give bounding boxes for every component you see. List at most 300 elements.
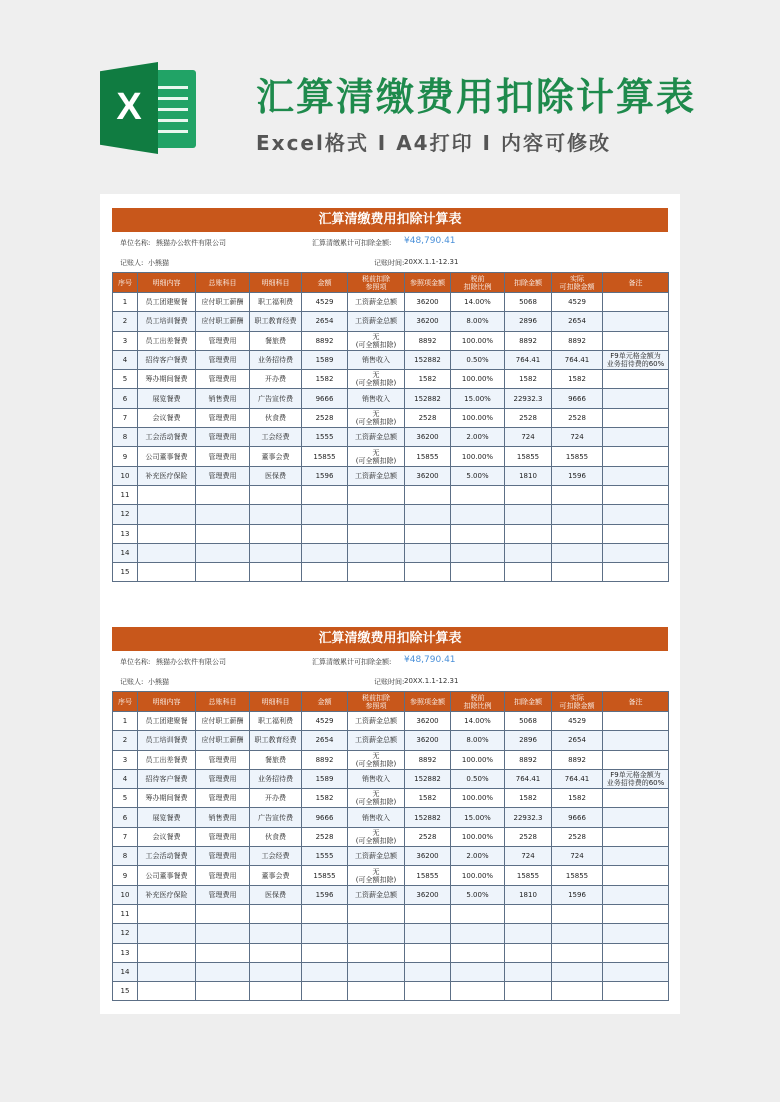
table-cell[interactable] xyxy=(603,731,669,750)
table-cell[interactable] xyxy=(603,505,669,524)
table-cell[interactable]: 2654 xyxy=(552,312,603,331)
table-cell[interactable] xyxy=(138,943,196,962)
table-cell[interactable]: 1 xyxy=(113,712,138,731)
table-cell[interactable]: 招待客户餐费 xyxy=(138,350,196,369)
table-cell[interactable]: 4529 xyxy=(302,712,348,731)
table-cell[interactable]: 管理费用 xyxy=(196,789,250,808)
table-cell[interactable] xyxy=(603,485,669,504)
table-cell[interactable]: 36200 xyxy=(405,312,451,331)
table-cell[interactable]: 11 xyxy=(113,485,138,504)
table-cell[interactable] xyxy=(603,789,669,808)
table-cell[interactable] xyxy=(505,924,552,943)
table-cell[interactable] xyxy=(603,904,669,923)
table-cell[interactable] xyxy=(250,505,302,524)
table-cell[interactable]: 100.00% xyxy=(451,408,505,427)
table-cell[interactable]: 无 (可全额扣除) xyxy=(348,789,405,808)
table-cell[interactable]: 应付职工薪酬 xyxy=(196,312,250,331)
table-cell[interactable]: 15855 xyxy=(552,447,603,466)
table-cell[interactable]: 100.00% xyxy=(451,789,505,808)
table-cell[interactable] xyxy=(196,924,250,943)
table-cell[interactable]: 开办费 xyxy=(250,789,302,808)
table-cell[interactable]: 管理费用 xyxy=(196,769,250,788)
table-cell[interactable]: 职工教育经费 xyxy=(250,731,302,750)
table-cell[interactable]: 5 xyxy=(113,370,138,389)
table-cell[interactable] xyxy=(451,904,505,923)
table-cell[interactable]: 应付职工薪酬 xyxy=(196,712,250,731)
table-cell[interactable]: 8 xyxy=(113,428,138,447)
table-cell[interactable]: 2654 xyxy=(302,312,348,331)
table-cell[interactable]: 医保费 xyxy=(250,466,302,485)
table-cell[interactable]: 12 xyxy=(113,505,138,524)
table-cell[interactable] xyxy=(451,924,505,943)
table-cell[interactable] xyxy=(302,904,348,923)
table-cell[interactable]: 1589 xyxy=(302,350,348,369)
table-cell[interactable]: 管理费用 xyxy=(196,447,250,466)
table-cell[interactable]: 100.00% xyxy=(451,866,505,885)
table-cell[interactable] xyxy=(505,962,552,981)
table-cell[interactable]: 8 xyxy=(113,847,138,866)
table-cell[interactable]: 筹办期间餐费 xyxy=(138,370,196,389)
table-cell[interactable]: 36200 xyxy=(405,293,451,312)
table-cell[interactable] xyxy=(138,543,196,562)
table-cell[interactable]: 2528 xyxy=(302,827,348,846)
table-cell[interactable] xyxy=(405,543,451,562)
table-cell[interactable]: 医保费 xyxy=(250,885,302,904)
table-cell[interactable]: 2654 xyxy=(302,731,348,750)
table-cell[interactable] xyxy=(505,982,552,1001)
table-cell[interactable] xyxy=(138,924,196,943)
table-cell[interactable]: 销售收入 xyxy=(348,350,405,369)
table-cell[interactable]: 2.00% xyxy=(451,428,505,447)
table-cell[interactable] xyxy=(250,943,302,962)
table-cell[interactable]: 764.41 xyxy=(505,350,552,369)
table-cell[interactable] xyxy=(138,904,196,923)
table-cell[interactable] xyxy=(603,943,669,962)
table-cell[interactable]: 销售收入 xyxy=(348,808,405,827)
table-cell[interactable] xyxy=(348,563,405,582)
table-cell[interactable]: 董事会费 xyxy=(250,447,302,466)
table-cell[interactable] xyxy=(451,943,505,962)
table-cell[interactable] xyxy=(196,543,250,562)
table-cell[interactable] xyxy=(603,866,669,885)
table-cell[interactable] xyxy=(451,563,505,582)
table-cell[interactable] xyxy=(348,982,405,1001)
table-cell[interactable]: 2896 xyxy=(505,312,552,331)
table-cell[interactable] xyxy=(302,543,348,562)
table-cell[interactable]: 22932.3 xyxy=(505,389,552,408)
table-cell[interactable]: 广告宣传费 xyxy=(250,389,302,408)
table-cell[interactable]: 销售收入 xyxy=(348,389,405,408)
table-cell[interactable]: 4529 xyxy=(552,712,603,731)
table-cell[interactable]: 工资薪金总额 xyxy=(348,885,405,904)
table-cell[interactable] xyxy=(603,885,669,904)
table-cell[interactable]: 764.41 xyxy=(552,769,603,788)
table-cell[interactable] xyxy=(405,962,451,981)
table-cell[interactable]: 36200 xyxy=(405,428,451,447)
table-cell[interactable]: 9666 xyxy=(302,389,348,408)
table-cell[interactable]: 15.00% xyxy=(451,808,505,827)
table-cell[interactable]: 7 xyxy=(113,827,138,846)
table-cell[interactable]: 筹办期间餐费 xyxy=(138,789,196,808)
table-cell[interactable] xyxy=(405,982,451,1001)
table-cell[interactable] xyxy=(348,904,405,923)
table-cell[interactable]: 1582 xyxy=(505,789,552,808)
table-cell[interactable] xyxy=(250,924,302,943)
table-cell[interactable]: 广告宣传费 xyxy=(250,808,302,827)
table-cell[interactable]: 无 (可全额扣除) xyxy=(348,370,405,389)
table-cell[interactable] xyxy=(505,524,552,543)
table-cell[interactable]: 职工福利费 xyxy=(250,712,302,731)
table-cell[interactable]: 2528 xyxy=(552,408,603,427)
table-cell[interactable]: 22932.3 xyxy=(505,808,552,827)
table-cell[interactable] xyxy=(505,943,552,962)
table-cell[interactable]: 会议餐费 xyxy=(138,827,196,846)
table-cell[interactable]: 2528 xyxy=(505,408,552,427)
table-cell[interactable] xyxy=(405,924,451,943)
table-cell[interactable]: 152882 xyxy=(405,769,451,788)
table-cell[interactable]: 员工出差餐费 xyxy=(138,750,196,769)
table-cell[interactable]: 1582 xyxy=(552,789,603,808)
table-cell[interactable]: 2896 xyxy=(505,731,552,750)
table-cell[interactable] xyxy=(552,485,603,504)
table-cell[interactable] xyxy=(552,563,603,582)
table-cell[interactable]: 100.00% xyxy=(451,370,505,389)
table-cell[interactable]: 无 (可全额扣除) xyxy=(348,408,405,427)
table-cell[interactable]: 9 xyxy=(113,447,138,466)
table-cell[interactable]: 管理费用 xyxy=(196,428,250,447)
table-cell[interactable] xyxy=(552,524,603,543)
table-cell[interactable] xyxy=(451,543,505,562)
table-cell[interactable]: 36200 xyxy=(405,466,451,485)
table-cell[interactable]: 工资薪金总额 xyxy=(348,466,405,485)
table-cell[interactable]: 14.00% xyxy=(451,293,505,312)
table-cell[interactable] xyxy=(451,524,505,543)
table-cell[interactable]: 1589 xyxy=(302,769,348,788)
table-cell[interactable] xyxy=(603,312,669,331)
table-cell[interactable]: 6 xyxy=(113,389,138,408)
table-cell[interactable] xyxy=(348,962,405,981)
table-cell[interactable]: 管理费用 xyxy=(196,847,250,866)
table-cell[interactable]: 5.00% xyxy=(451,466,505,485)
table-cell[interactable]: 展览餐费 xyxy=(138,389,196,408)
table-cell[interactable] xyxy=(603,331,669,350)
table-cell[interactable] xyxy=(405,505,451,524)
table-cell[interactable]: 0.50% xyxy=(451,350,505,369)
table-cell[interactable] xyxy=(603,712,669,731)
table-cell[interactable]: 9666 xyxy=(302,808,348,827)
table-cell[interactable]: 无 (可全额扣除) xyxy=(348,866,405,885)
table-cell[interactable]: 1582 xyxy=(552,370,603,389)
table-cell[interactable]: 36200 xyxy=(405,885,451,904)
table-cell[interactable] xyxy=(405,485,451,504)
table-cell[interactable]: 2654 xyxy=(552,731,603,750)
table-cell[interactable]: 5 xyxy=(113,789,138,808)
table-cell[interactable] xyxy=(603,428,669,447)
table-cell[interactable]: 15855 xyxy=(405,866,451,885)
table-cell[interactable]: 管理费用 xyxy=(196,750,250,769)
table-cell[interactable] xyxy=(552,904,603,923)
table-cell[interactable]: 4529 xyxy=(552,293,603,312)
table-cell[interactable] xyxy=(348,543,405,562)
table-cell[interactable] xyxy=(603,962,669,981)
table-cell[interactable]: 应付职工薪酬 xyxy=(196,293,250,312)
table-cell[interactable]: 8892 xyxy=(405,331,451,350)
table-cell[interactable]: 724 xyxy=(552,847,603,866)
table-cell[interactable]: 职工福利费 xyxy=(250,293,302,312)
table-cell[interactable] xyxy=(451,485,505,504)
table-cell[interactable]: 餐旅费 xyxy=(250,331,302,350)
table-cell[interactable]: 员工团建聚餐 xyxy=(138,293,196,312)
table-cell[interactable]: 1810 xyxy=(505,885,552,904)
table-cell[interactable] xyxy=(552,924,603,943)
table-cell[interactable] xyxy=(138,982,196,1001)
table-cell[interactable]: 招待客户餐费 xyxy=(138,769,196,788)
table-cell[interactable] xyxy=(405,563,451,582)
table-cell[interactable]: 4529 xyxy=(302,293,348,312)
table-cell[interactable]: 2528 xyxy=(505,827,552,846)
table-cell[interactable]: 管理费用 xyxy=(196,350,250,369)
table-cell[interactable]: 公司董事餐费 xyxy=(138,866,196,885)
table-cell[interactable] xyxy=(552,505,603,524)
table-cell[interactable]: 15 xyxy=(113,563,138,582)
table-cell[interactable]: F9单元格金额为 业务招待费的60% xyxy=(603,769,669,788)
table-cell[interactable]: 1596 xyxy=(302,885,348,904)
table-cell[interactable]: 职工教育经费 xyxy=(250,312,302,331)
table-cell[interactable]: F9单元格金额为 业务招待费的60% xyxy=(603,350,669,369)
table-cell[interactable]: 会议餐费 xyxy=(138,408,196,427)
table-cell[interactable]: 2.00% xyxy=(451,847,505,866)
table-cell[interactable]: 开办费 xyxy=(250,370,302,389)
table-cell[interactable]: 36200 xyxy=(405,847,451,866)
table-cell[interactable] xyxy=(348,505,405,524)
table-cell[interactable]: 2528 xyxy=(302,408,348,427)
table-cell[interactable]: 100.00% xyxy=(451,750,505,769)
table-cell[interactable]: 公司董事餐费 xyxy=(138,447,196,466)
table-cell[interactable] xyxy=(196,524,250,543)
table-cell[interactable]: 764.41 xyxy=(505,769,552,788)
table-cell[interactable] xyxy=(451,982,505,1001)
table-cell[interactable]: 销售费用 xyxy=(196,808,250,827)
table-cell[interactable]: 员工培训餐费 xyxy=(138,312,196,331)
table-cell[interactable] xyxy=(302,943,348,962)
table-cell[interactable] xyxy=(138,563,196,582)
table-cell[interactable]: 2 xyxy=(113,731,138,750)
table-cell[interactable] xyxy=(348,924,405,943)
table-cell[interactable] xyxy=(451,505,505,524)
table-cell[interactable]: 员工出差餐费 xyxy=(138,331,196,350)
table-cell[interactable] xyxy=(603,808,669,827)
table-cell[interactable]: 11 xyxy=(113,904,138,923)
table-cell[interactable]: 1582 xyxy=(405,789,451,808)
table-cell[interactable]: 0.50% xyxy=(451,769,505,788)
table-cell[interactable]: 无 (可全额扣除) xyxy=(348,750,405,769)
table-cell[interactable] xyxy=(250,982,302,1001)
table-cell[interactable] xyxy=(451,962,505,981)
table-cell[interactable]: 管理费用 xyxy=(196,408,250,427)
table-cell[interactable] xyxy=(603,370,669,389)
table-cell[interactable] xyxy=(302,982,348,1001)
table-cell[interactable]: 8892 xyxy=(302,750,348,769)
table-cell[interactable] xyxy=(405,524,451,543)
table-cell[interactable]: 餐旅费 xyxy=(250,750,302,769)
table-cell[interactable] xyxy=(196,962,250,981)
table-cell[interactable]: 补充医疗保险 xyxy=(138,885,196,904)
table-cell[interactable]: 销售收入 xyxy=(348,769,405,788)
table-cell[interactable] xyxy=(505,505,552,524)
table-cell[interactable]: 董事会费 xyxy=(250,866,302,885)
table-cell[interactable]: 工资薪金总额 xyxy=(348,712,405,731)
table-cell[interactable]: 3 xyxy=(113,750,138,769)
table-cell[interactable]: 管理费用 xyxy=(196,885,250,904)
table-cell[interactable]: 1582 xyxy=(505,370,552,389)
table-cell[interactable]: 工资薪金总额 xyxy=(348,428,405,447)
table-cell[interactable]: 1596 xyxy=(552,466,603,485)
table-cell[interactable]: 管理费用 xyxy=(196,331,250,350)
table-cell[interactable]: 1596 xyxy=(302,466,348,485)
table-cell[interactable]: 4 xyxy=(113,769,138,788)
table-cell[interactable]: 15855 xyxy=(505,447,552,466)
table-cell[interactable]: 13 xyxy=(113,943,138,962)
table-cell[interactable] xyxy=(552,962,603,981)
table-cell[interactable] xyxy=(250,904,302,923)
table-cell[interactable]: 36200 xyxy=(405,712,451,731)
table-cell[interactable]: 无 (可全额扣除) xyxy=(348,827,405,846)
table-cell[interactable]: 10 xyxy=(113,466,138,485)
table-cell[interactable] xyxy=(603,750,669,769)
table-cell[interactable]: 14 xyxy=(113,543,138,562)
table-cell[interactable] xyxy=(196,943,250,962)
table-cell[interactable] xyxy=(505,543,552,562)
table-cell[interactable]: 5.00% xyxy=(451,885,505,904)
table-cell[interactable]: 1582 xyxy=(405,370,451,389)
table-cell[interactable]: 1596 xyxy=(552,885,603,904)
table-cell[interactable]: 100.00% xyxy=(451,447,505,466)
table-cell[interactable]: 1555 xyxy=(302,847,348,866)
table-cell[interactable] xyxy=(138,524,196,543)
table-cell[interactable]: 8892 xyxy=(552,331,603,350)
table-cell[interactable]: 1 xyxy=(113,293,138,312)
table-cell[interactable] xyxy=(196,904,250,923)
table-cell[interactable]: 100.00% xyxy=(451,827,505,846)
table-cell[interactable]: 152882 xyxy=(405,808,451,827)
table-cell[interactable]: 15855 xyxy=(405,447,451,466)
table-cell[interactable]: 伙食费 xyxy=(250,408,302,427)
table-cell[interactable] xyxy=(348,943,405,962)
table-cell[interactable] xyxy=(348,524,405,543)
table-cell[interactable]: 管理费用 xyxy=(196,866,250,885)
table-cell[interactable]: 152882 xyxy=(405,350,451,369)
table-cell[interactable]: 13 xyxy=(113,524,138,543)
table-cell[interactable]: 管理费用 xyxy=(196,827,250,846)
table-cell[interactable]: 5068 xyxy=(505,293,552,312)
table-cell[interactable]: 15855 xyxy=(302,447,348,466)
table-cell[interactable] xyxy=(196,982,250,1001)
table-cell[interactable] xyxy=(552,982,603,1001)
table-cell[interactable]: 1582 xyxy=(302,789,348,808)
table-cell[interactable]: 1810 xyxy=(505,466,552,485)
table-cell[interactable]: 2528 xyxy=(405,408,451,427)
table-cell[interactable] xyxy=(196,505,250,524)
table-cell[interactable] xyxy=(603,408,669,427)
table-cell[interactable] xyxy=(302,924,348,943)
table-cell[interactable] xyxy=(250,563,302,582)
table-cell[interactable] xyxy=(405,904,451,923)
table-cell[interactable]: 2528 xyxy=(552,827,603,846)
table-cell[interactable] xyxy=(603,293,669,312)
table-cell[interactable] xyxy=(250,962,302,981)
table-cell[interactable]: 工会经费 xyxy=(250,428,302,447)
table-cell[interactable] xyxy=(603,924,669,943)
table-cell[interactable]: 伙食费 xyxy=(250,827,302,846)
table-cell[interactable]: 10 xyxy=(113,885,138,904)
table-cell[interactable]: 100.00% xyxy=(451,331,505,350)
table-cell[interactable]: 2528 xyxy=(405,827,451,846)
table-cell[interactable] xyxy=(302,563,348,582)
table-cell[interactable] xyxy=(348,485,405,504)
table-cell[interactable]: 应付职工薪酬 xyxy=(196,731,250,750)
table-cell[interactable]: 工会经费 xyxy=(250,847,302,866)
table-cell[interactable]: 14.00% xyxy=(451,712,505,731)
table-cell[interactable] xyxy=(603,563,669,582)
table-cell[interactable]: 6 xyxy=(113,808,138,827)
table-cell[interactable] xyxy=(603,447,669,466)
table-cell[interactable]: 5068 xyxy=(505,712,552,731)
table-cell[interactable]: 9 xyxy=(113,866,138,885)
table-cell[interactable]: 724 xyxy=(505,847,552,866)
table-cell[interactable] xyxy=(505,563,552,582)
table-cell[interactable] xyxy=(552,543,603,562)
table-cell[interactable]: 15855 xyxy=(505,866,552,885)
table-cell[interactable]: 员工培训餐费 xyxy=(138,731,196,750)
table-cell[interactable]: 1582 xyxy=(302,370,348,389)
table-cell[interactable]: 4 xyxy=(113,350,138,369)
table-cell[interactable]: 152882 xyxy=(405,389,451,408)
table-cell[interactable] xyxy=(552,943,603,962)
table-cell[interactable]: 15855 xyxy=(302,866,348,885)
table-cell[interactable]: 3 xyxy=(113,331,138,350)
table-cell[interactable]: 工资薪金总额 xyxy=(348,847,405,866)
table-cell[interactable] xyxy=(250,524,302,543)
table-cell[interactable] xyxy=(250,485,302,504)
table-cell[interactable]: 12 xyxy=(113,924,138,943)
table-cell[interactable]: 764.41 xyxy=(552,350,603,369)
table-cell[interactable] xyxy=(302,962,348,981)
table-cell[interactable] xyxy=(603,847,669,866)
table-cell[interactable]: 工资薪金总额 xyxy=(348,293,405,312)
table-cell[interactable] xyxy=(603,543,669,562)
table-cell[interactable] xyxy=(302,485,348,504)
table-cell[interactable]: 9666 xyxy=(552,808,603,827)
table-cell[interactable]: 8892 xyxy=(302,331,348,350)
table-cell[interactable]: 15 xyxy=(113,982,138,1001)
table-cell[interactable]: 展览餐费 xyxy=(138,808,196,827)
table-cell[interactable]: 管理费用 xyxy=(196,370,250,389)
table-cell[interactable]: 9666 xyxy=(552,389,603,408)
table-cell[interactable] xyxy=(138,485,196,504)
table-cell[interactable]: 业务招待费 xyxy=(250,769,302,788)
table-cell[interactable] xyxy=(603,827,669,846)
table-cell[interactable]: 7 xyxy=(113,408,138,427)
table-cell[interactable]: 8892 xyxy=(552,750,603,769)
table-cell[interactable] xyxy=(302,524,348,543)
table-cell[interactable]: 1555 xyxy=(302,428,348,447)
table-cell[interactable] xyxy=(603,466,669,485)
table-cell[interactable] xyxy=(603,389,669,408)
table-cell[interactable]: 员工团建聚餐 xyxy=(138,712,196,731)
table-cell[interactable] xyxy=(505,485,552,504)
table-cell[interactable]: 8892 xyxy=(505,750,552,769)
table-cell[interactable]: 8.00% xyxy=(451,731,505,750)
